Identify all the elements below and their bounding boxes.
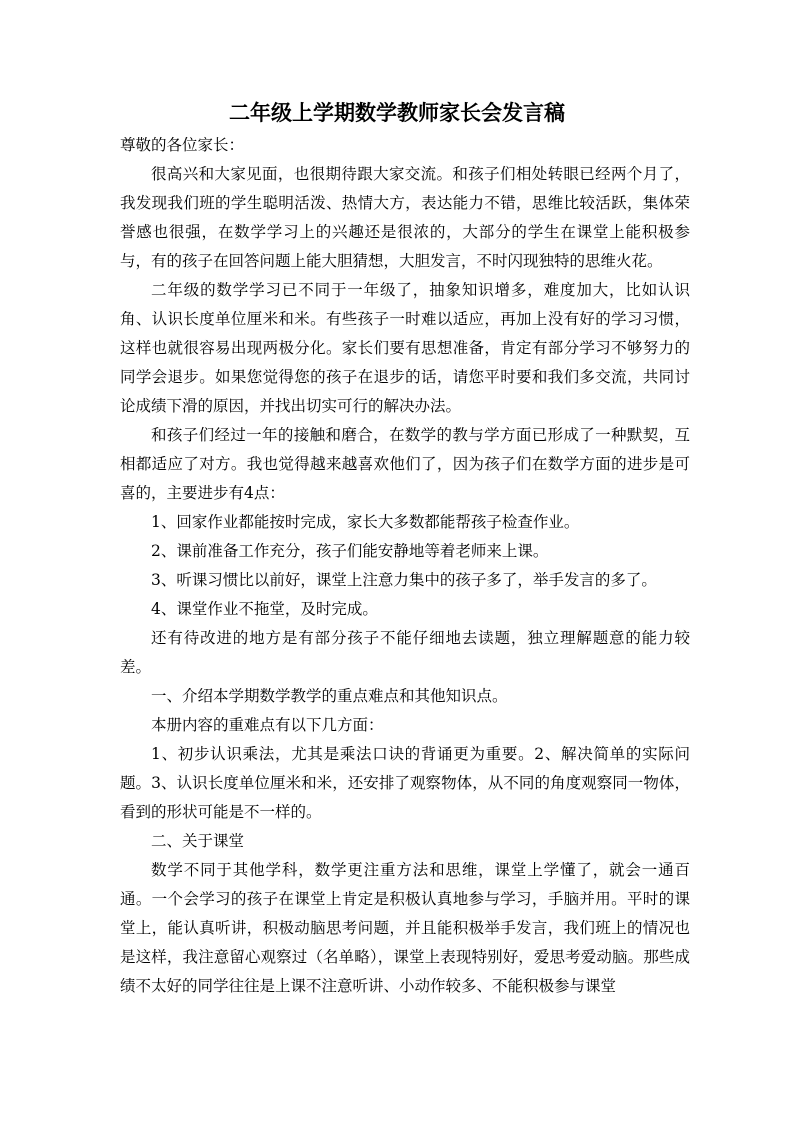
paragraph: 尊敬的各位家长： xyxy=(120,136,245,154)
paragraph: 一、介绍本学期数学教学的重点难点和其他知识点。 xyxy=(151,687,508,705)
paragraph: 数学不同于其他学科，数学更注重方法和思维，课堂上学懂了，就会一通百通。一个会学习的孩子在课堂上肯定是积极认真地参与学习，手脑并用。平时的课堂上，能认真听讲，积极动脑思考问题，并且能积极举手发言，我们班上的情况也是这样，我注意留心观察过（名单略），课堂上表现特别好，爱思考爱动脑。那些成绩不太好的同学往往是上课不注意听讲、小动作较多、不能积极参与课堂 xyxy=(120,861,690,995)
paragraph: 1、回家作业都能按时完成，家长大多数都能帮孩子检查作业。 xyxy=(151,513,580,531)
paragraph: 2、课前准备工作充分，孩子们能安静地等着老师来上课。 xyxy=(151,542,549,560)
paragraph: 4、课堂作业不拖堂，及时完成。 xyxy=(151,600,378,618)
paragraph: 1、初步认识乘法，尤其是乘法口诀的背诵更为重要。2、解决简单的实际问题。3、认识长度单位厘米和米，还安排了观察物体，从不同的角度观察同一物体，看到的形状可能是不一样的。 xyxy=(120,745,690,821)
paragraph: 本册内容的重难点有以下几方面： xyxy=(151,716,384,734)
paragraph: 二、关于课堂 xyxy=(151,832,245,850)
paragraph: 二年级的数学学习已不同于一年级了，抽象知识增多，难度加大，比如认识角、认识长度单位厘米和米。有些孩子一时难以适应，再加上没有好的学习习惯，这样也就很容易出现两极分化。家长们要有思想准备，肯定有部分学习不够努力的同学会退步。如果您觉得您的孩子在退步的话，请您平时要和我们多交流，共同讨论成绩下滑的原因，并找出切实可行的解决办法。 xyxy=(120,281,690,415)
paragraph: 3、听课习惯比以前好，课堂上注意力集中的孩子多了，举手发言的多了。 xyxy=(151,571,657,589)
document-title: 二年级上学期数学教师家长会发言稿 xyxy=(229,100,565,125)
paragraph: 还有待改进的地方是有部分孩子不能仔细地去读题，独立理解题意的能力较差。 xyxy=(120,629,690,676)
paragraph: 很高兴和大家见面，也很期待跟大家交流。和孩子们相处转眼已经两个月了，我发现我们班的学生聪明活泼、热情大方，表达能力不错，思维比较活跃，集体荣誉感也很强，在数学学习上的兴趣还是很浓的，大部分的学生在课堂上能积极参与，有的孩子在回答问题上能大胆猜想，大胆发言，不时闪现独特的思维火花。 xyxy=(120,165,690,270)
paragraph: 和孩子们经过一年的接触和磨合，在数学的教与学方面已形成了一种默契，互相都适应了对方。我也觉得越来越喜欢他们了，因为孩子们在数学方面的进步是可喜的，主要进步有4点： xyxy=(120,426,690,502)
document-body xyxy=(120,131,690,1001)
